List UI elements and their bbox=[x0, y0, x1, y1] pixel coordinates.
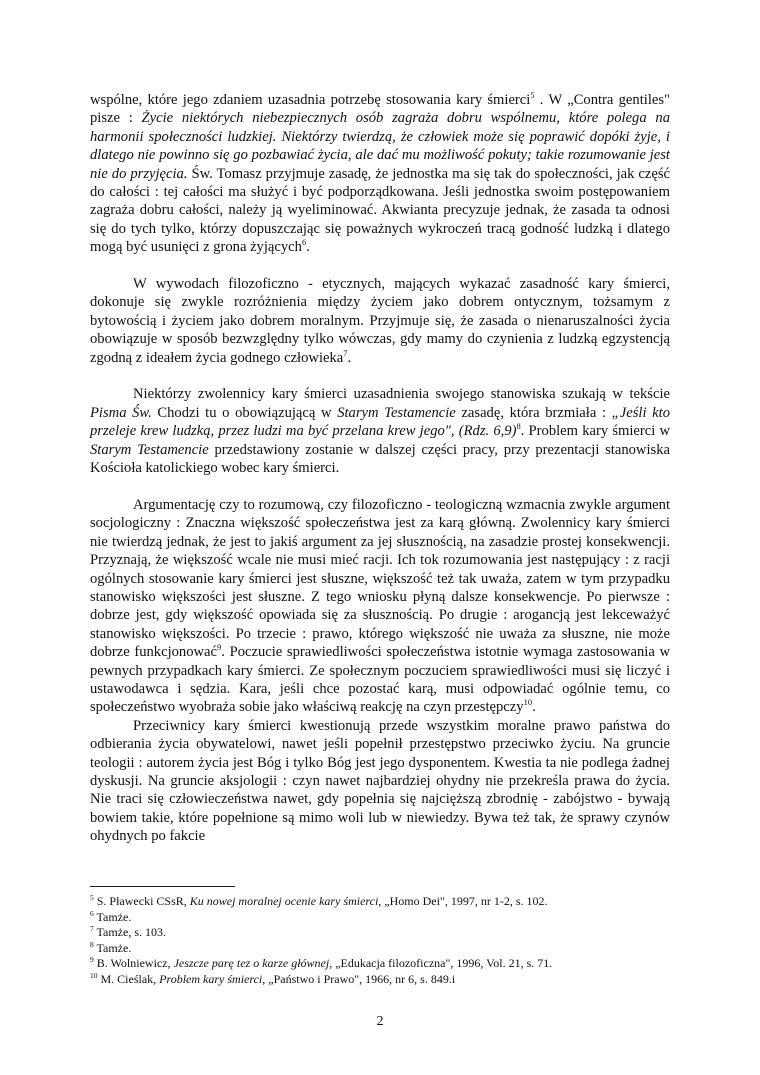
text-run: Św. Tomasz przyjmuje zasadę, że jednostka ma się tak do społeczności, jak część do całości : tej całości ma służyć i być podporządkowana. Jeśli jednostka swoim postępowaniem zagraża dobru całości, należy ją wyeliminować. Akwianta precyzuje jednak, że zasada ta odnosi się do tych tylko, którzy dopuszczając się poważnych wykroczeń tracą godność ludzką i dlatego mogą być usunięci z grona żyjących bbox=[90, 165, 670, 256]
footnote-number: 6 bbox=[90, 908, 94, 918]
footnote-separator bbox=[90, 886, 235, 887]
footnote-ref[interactable]: 9 bbox=[217, 642, 222, 653]
text-run: Przeciwnicy kary śmierci kwestionują przede wszystkim moralne prawo państwa do odbierania życia obywatelowi, nawet jeśli popełnił przestępstwo przeciwko życiu. Na gruncie teologii : autorem życia jest Bóg i tylko Bóg jest jego dysponentem. Kwestia ta nie podlega żadnej dyskusji. Na gruncie aksjologii : czyn nawet najbardziej ohydny nie przekreśla prawa do życia. Nie traci się człowieczeństwa nawet, gdy popełnia się najcięższą zbrodnię - zabójstwo - bywają bowiem takie, które popełnione są mimo woli lub w niewiedzy. Bywa też tak, że sprawy czynów ohydnych po fakcie bbox=[90, 717, 670, 845]
footnote-number: 8 bbox=[90, 939, 94, 949]
footnote-6 bbox=[90, 910, 670, 926]
body-text bbox=[90, 91, 670, 846]
footnote-number: 9 bbox=[90, 955, 94, 964]
footnote-text: B. Wolniewicz, bbox=[93, 956, 174, 970]
footnotes bbox=[90, 894, 670, 987]
footnote-title: Ku nowej moralnej ocenie kary śmierci bbox=[189, 894, 379, 908]
text-run: Chodzi tu o obowiązującą w bbox=[151, 404, 338, 421]
footnote-ref[interactable]: 5 bbox=[530, 90, 535, 101]
footnote-text: Tamże, s. 103. bbox=[93, 925, 167, 939]
text-run: . bbox=[347, 349, 352, 366]
italic-title: Starym Testamencie bbox=[90, 441, 209, 458]
text-run: . bbox=[532, 699, 536, 716]
text-run: przedstawiony zostanie w dalszej części pracy, przy prezentacji stanowiska Kościoła katolickiego wobec kary śmierci. bbox=[90, 441, 670, 477]
text-run: . W „Contra gentiles" pisze : bbox=[90, 92, 670, 127]
footnote-10 bbox=[90, 972, 670, 988]
footnote-text: , „Państwo i Prawo", 1966, nr 6, s. 849.i bbox=[262, 971, 456, 986]
paragraph-2 bbox=[90, 275, 670, 367]
paragraph-4 bbox=[90, 496, 670, 717]
italic-title: Pisma Św. bbox=[90, 404, 152, 421]
footnote-title: Problem kary śmierci bbox=[159, 971, 263, 986]
paragraph-5 bbox=[90, 717, 670, 846]
quotation-italic: Życie niektórych niebezpiecznych osób zagraża dobru wspólnemu, które polega na harmonii społeczności ludzkiej. Niektórzy twierdzą, że człowiek może się poprawić dopóki żyje, i dlatego nie powinno się go pozbawiać życia, ale dać mu możliwość pokuty; takie rozumowanie jest nie do przyjęcia. bbox=[90, 110, 670, 182]
footnote-ref[interactable]: 7 bbox=[343, 347, 348, 358]
text-run: . Poczucie sprawiedliwości społeczeństwa istotnie wymaga zastosowania w pewnych przypadkach kary śmierci. Ze społecznym poczuciem sprawiedliwości musi się liczyć i ustawodawca i sędzia. Kara, jeśli chce pozostać karą, musi odpowiadać ogólnie temu, co społeczeństwo wyobraża sobie jako właściwą reakcję na czyn przestępczy bbox=[90, 644, 670, 716]
footnote-number: 5 bbox=[90, 893, 94, 902]
footnote-9 bbox=[90, 956, 670, 972]
footnote-text: Tamże. bbox=[93, 909, 132, 924]
text-run: Argumentację czy to rozumową, czy filozoficzno - teologiczną wzmacnia zwykle argument socjologiczny : Znaczna większość społeczeństwa jest za karą główną. Zwolennicy kary śmierci nie twierdzą jednak, że jest to jakiś argument za jej słusznością, na zasadzie prostej konsekwencji. Przyznają, że większość wcale nie musi mieć racji. Ich tok rozumowania jest następujący : z racji ogólnych stosowanie kary śmierci jest słuszne, większość też tak uważa, zatem w tym przypadku stanowisko większości jest słuszne. Z tego wniosku płyną dalsze konsekwencje. Po pierwsze : dobrze jest, gdy większość opowiada się za słusznością. Po drugie : arogancją jest lekceważyć stanowisko większości. Po trzecie : prawo, którego większość nie uważa za słuszne, nie może dobrze funkcjonować bbox=[90, 496, 670, 661]
footnote-5 bbox=[90, 894, 670, 910]
paragraph-3 bbox=[90, 385, 670, 477]
footnote-number: 7 bbox=[90, 924, 94, 933]
text-run: Niektórzy zwolennicy kary śmierci uzasadnienia swojego stanowiska szukają w tekście bbox=[133, 386, 670, 403]
footnote-title: Jeszcze parę tez o karze głównej bbox=[173, 956, 330, 970]
footnote-number: 10 bbox=[90, 970, 98, 980]
footnote-8 bbox=[90, 941, 670, 957]
italic-title: Starym Testamencie bbox=[337, 404, 456, 421]
footnote-text: M. Cieślak, bbox=[97, 971, 160, 986]
page-number: 2 bbox=[376, 1014, 384, 1029]
footnote-ref[interactable]: 6 bbox=[301, 237, 307, 248]
footnote-ref[interactable]: 10 bbox=[523, 697, 533, 708]
footnote-text: S. Pławecki CSsR, bbox=[93, 894, 190, 908]
text-run: wspólne, które jego zdaniem uzasadnia potrzebę stosowania kary śmierci bbox=[90, 92, 531, 108]
text-run: . bbox=[306, 239, 310, 256]
text-run: zasadę, która brzmiała : bbox=[455, 404, 612, 421]
text-run: W wywodach filozoficzno - etycznych, mających wykazać zasadność kary śmierci, dokonuje się zwykle rozróżnienia między życiem jako dobrem ontycznym, tożsamym z bytowością i życiem jako dobrem moralnym. Przyjmuje się, że zasada o nienaruszalności życia obowiązuje w sposób bezwzględny tylko wówczas, gdy mamy do czynienia z ludzką egzystencją zgodną z ideałem życia godnego człowieka bbox=[90, 276, 670, 366]
text-run: . Problem kary śmierci w bbox=[520, 423, 671, 440]
footnote-text: Tamże. bbox=[93, 940, 132, 955]
paragraph-1 bbox=[90, 91, 670, 257]
quotation-italic: „Jeśli kto przeleje krew ludzką, przez ludzi ma być przelana krew jego", (Rdz. 6,9) bbox=[90, 404, 670, 440]
footnote-ref[interactable]: 8 bbox=[516, 421, 521, 432]
footnote-7 bbox=[90, 925, 670, 941]
footnote-text: , „Edukacja filozoficzna", 1996, Vol. 21, s. 71. bbox=[329, 956, 553, 970]
footnote-text: , „Homo Dei", 1997, nr 1-2, s. 102. bbox=[378, 894, 548, 908]
